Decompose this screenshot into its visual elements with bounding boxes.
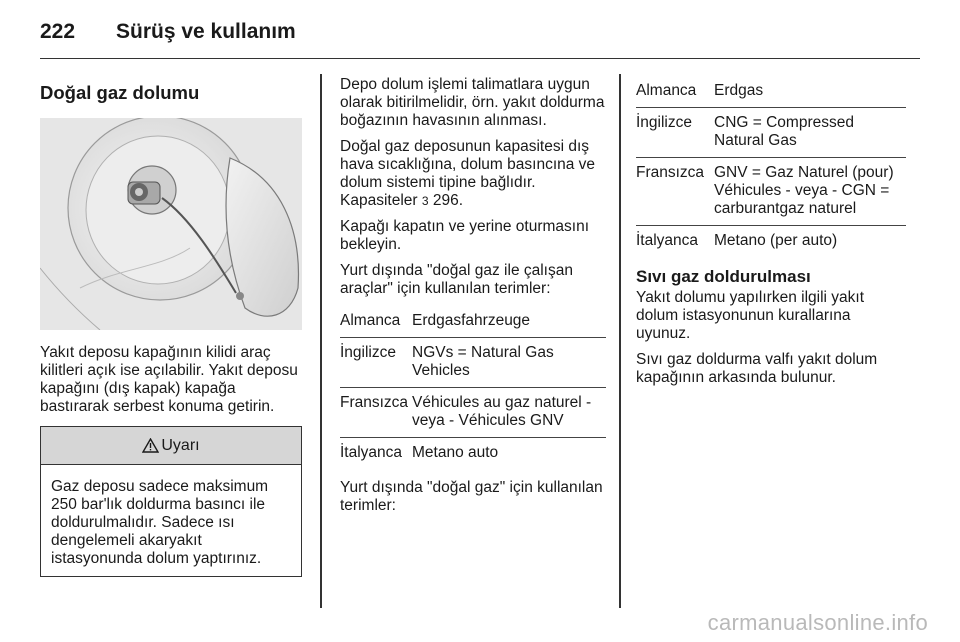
fuel-flap-figure [40,118,302,330]
capacity-page-reference[interactable]: 296. [432,192,464,209]
term-language: Almanca [636,82,697,99]
table-row [636,76,906,108]
watermark: carmanualsonline.info [707,610,928,635]
warning-header [41,427,301,465]
term-language: İngilizce [636,114,692,131]
page-number: 222 [40,20,76,43]
paragraph-gas-terms: Yurt dışında "doğal gaz" için kullanılan terimler: [340,479,603,514]
table-row [636,108,906,158]
table-row [340,306,606,338]
term-value: Erdgas [714,82,764,99]
term-value: NGVs = Natural Gas Vehicles [412,344,554,379]
column-3 [636,76,906,395]
paragraph-finish-filling: Depo dolum işlemi talimatlara uygun olarak bitirilmelidir, örn. yakıt doldurma boğazının havasının alınması. [340,76,605,129]
table-row [636,226,906,257]
term-value: Véhicules au gaz naturel - veya - Véhicules GNV [412,394,592,429]
warning-box [40,426,302,577]
term-value: Erdgasfahrzeuge [412,312,531,329]
term-language: İtalyanca [636,232,699,249]
paragraph-capacity [340,138,606,210]
term-value: CNG = Compressed Natural Gas [714,114,854,149]
term-language: İtalyanca [340,444,403,461]
chapter-title: Sürüş ve kullanım [116,20,296,43]
warning-text: Gaz deposu sadece maksimum 250 bar'lık doldurma basıncı ile doldurulmalıdır. Sadece ısı dengelemeli akaryakıt istasyonunda dolum yaptırınız. [51,478,269,567]
table-row [340,338,606,388]
vehicle-terms-table [340,306,606,469]
term-language: Fransızca [636,164,705,181]
subsection-title: Sıvı gaz doldurulması [636,267,811,286]
column-2 [340,76,606,523]
gas-terms-table [636,76,906,257]
section-title: Doğal gaz dolumu [40,82,200,103]
page-reference-icon: 3 [421,194,429,208]
term-value: Metano auto [412,444,499,461]
warning-title: Uyarı [161,436,200,454]
table-row [340,438,606,469]
paragraph-lpg-valve: Sıvı gaz doldurma valfı yakıt dolum kapağının arkasında bulunur. [636,351,878,386]
paragraph-vehicle-terms: Yurt dışında "doğal gaz ile çalışan araçlar" için kullanılan terimler: [340,262,573,297]
capacity-text: Doğal gaz deposunun kapasitesi dış hava sıcaklığına, dolum basıncına ve dolum sistemi tipine bağlıdır. Kapasiteler [340,138,596,209]
term-language: İngilizce [340,344,396,361]
warning-triangle-icon [142,438,159,453]
paragraph-station-rules: Yakıt dolumu yapılırken ilgili yakıt dolum istasyonunun kurallarına uyunuz. [636,289,865,342]
table-row [636,158,906,226]
term-value: Metano (per auto) [714,232,838,249]
figure-caption: Yakıt deposu kapağının kilidi araç kilitleri açık ise açılabilir. Yakıt deposu kapağını (dış kapak) kapağa bastırarak serbest konuma getirin. [40,344,298,415]
term-language: Almanca [340,312,401,329]
term-language: Fransızca [340,394,409,411]
page-header [40,18,920,59]
column-divider-2 [619,74,621,608]
table-row [340,388,606,438]
fuel-flap-illustration [40,118,302,330]
term-value: GNV = Gaz Naturel (pour) Véhicules - veya - CGN = carburantgaz naturel [714,164,894,217]
paragraph-close-flap: Kapağı kapatın ve yerine oturmasını bekleyin. [340,218,590,253]
column-divider-1 [320,74,322,608]
column-1 [40,76,302,577]
